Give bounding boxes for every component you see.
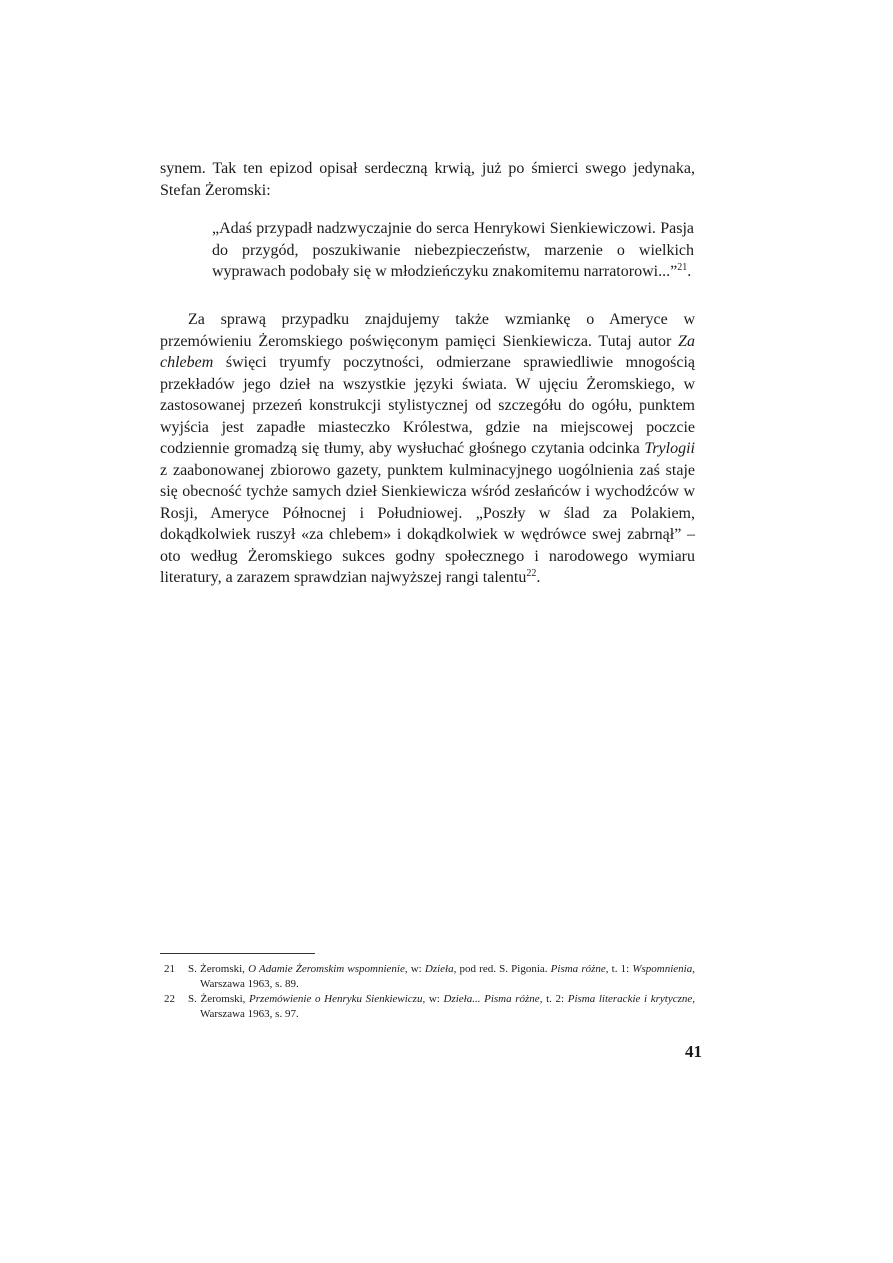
- footnote-title: Przemówienie o Henryku Sienkiewiczu: [249, 993, 423, 1005]
- footnote-segment: , t. 1:: [605, 963, 633, 975]
- footnote-21: [160, 962, 695, 992]
- footnote-number: 22: [164, 993, 175, 1005]
- paragraph-main: [160, 309, 695, 589]
- quote-tail: .: [687, 263, 692, 280]
- footnote-segment: , Warszawa 1963, s. 97.: [200, 993, 695, 1020]
- footnote-segment: , t. 2:: [539, 993, 568, 1005]
- footnote-22: [160, 992, 695, 1022]
- footnote-ref-22[interactable]: 22: [526, 568, 537, 579]
- footnote-divider: [160, 953, 315, 954]
- footnote-segment: , w:: [404, 963, 425, 975]
- footnote-segment: , w:: [422, 993, 444, 1005]
- paragraph-main-part1: Za sprawą przypadku znajdujemy także wzmiankę o Ameryce w przemówieniu Żeromskiego poświęconym pamięci Sienkiewicza. Tutaj autor: [160, 311, 695, 350]
- block-quote: [212, 218, 694, 283]
- footnote-text: [188, 992, 695, 1022]
- footnote-title: Pisma różne: [550, 963, 606, 975]
- paragraph-intro: synem. Tak ten epizod opisał serdeczną krwią, już po śmierci swego jedynaka, Stefan Żeromski:: [160, 160, 695, 199]
- title-za-chlebem: Za chlebem: [160, 332, 695, 371]
- footnote-segment: , Warszawa 1963, s. 89.: [200, 963, 695, 990]
- footnote-segment: S. Żeromski,: [188, 993, 250, 1005]
- footnote-segment: , pod red. S. Pigonia.: [453, 963, 551, 975]
- footnote-text: [188, 962, 695, 992]
- page-number: 41: [685, 1042, 702, 1061]
- footnote-title: O Adamie Żeromskim wspomnienie: [248, 963, 405, 975]
- footnote-title: Wspomnienia: [632, 963, 693, 975]
- title-trylogia: Trylogii: [644, 440, 695, 457]
- footnote-segment: S. Żeromski,: [188, 963, 249, 975]
- quote-text: „Adaś przypadł nadzwyczajnie do serca Henrykowi Sienkiewiczowi. Pasja do przygód, poszukiwanie niebezpieczeństw, marzenie o wielkich wyprawach podobały się w młodzieńczyku znakomitemu narratorowi...”: [212, 220, 694, 280]
- paragraph-main-tail: .: [536, 569, 541, 586]
- paragraph-main-part2: święci tryumfy poczytności, odmierzane sprawiedliwie mnogością przekładów jego dzieł na wszystkie języki świata. W ujęciu Żeromskiego, w zastosowanej przezeń konstrukcji stylistycznej od szczegółu do ogółu, punktem wyjścia jest zapadłe miasteczko Królestwa, gdzie na miejscowej poczcie codziennie gromadzą się tłumy, aby wysłuchać głośnego czytania odcinka: [160, 354, 695, 457]
- footnote-title: Dzieła... Pisma różne: [443, 993, 540, 1005]
- footnote-title: Pisma literackie i krytyczne: [567, 993, 693, 1005]
- paragraph-main-part3: z zaabonowanej zbiorowo gazety, punktem kulminacyjnego uogólnienia zaś staje się obecność tychże samych dzieł Sienkiewicza wśród zesłańców i wychodźców w Rosji, Ameryce Północnej i Południowej. „Poszły w ślad za Polakiem, dokądkolwiek ruszył «za chlebem» i dokądkolwiek w wędrówce swej zabrnął” – oto według Żeromskiego sukces godny społecznego i narodowego wymiaru literatury, a zarazem sprawdzian najwyższej rangi talentu: [160, 461, 695, 586]
- footnote-title: Dzieła: [424, 963, 454, 975]
- footnote-ref-21[interactable]: 21: [677, 262, 688, 273]
- footnote-number: 21: [164, 963, 175, 975]
